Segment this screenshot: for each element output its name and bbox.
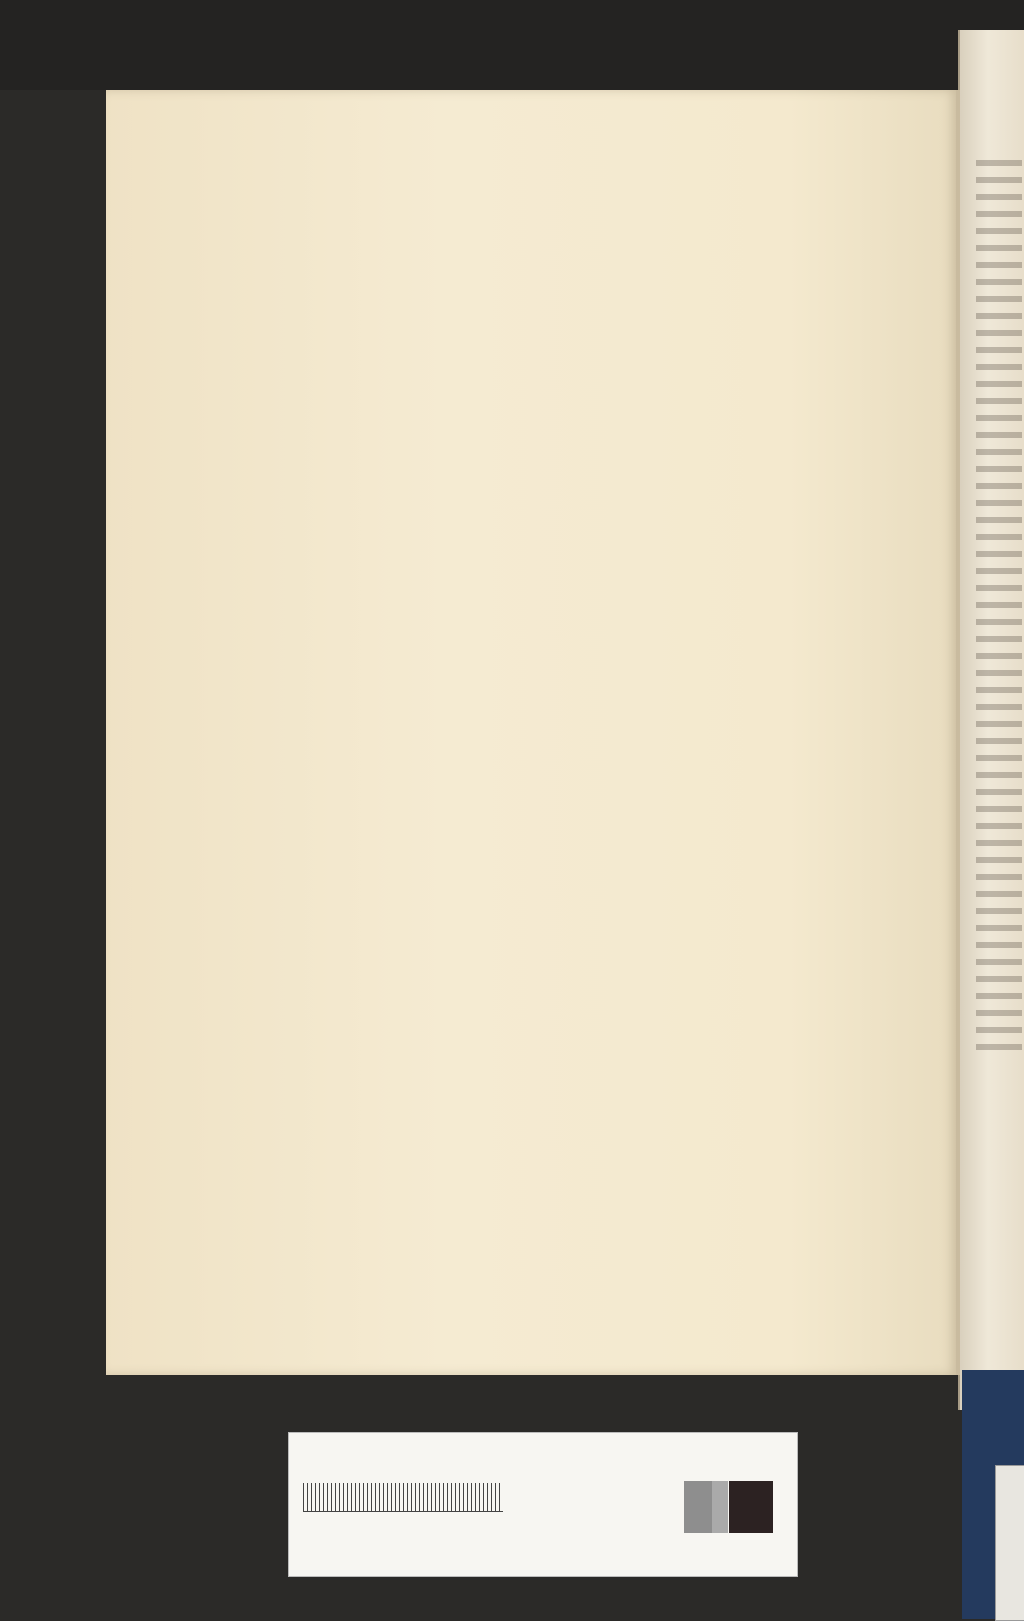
adjacent-page-text [976, 160, 1022, 1060]
gray-swatch-dark [729, 1481, 773, 1533]
side-calibration-card [995, 1465, 1024, 1621]
book-page [106, 90, 958, 1375]
watermark [312, 745, 692, 845]
page-edge [956, 90, 960, 1375]
ruler [303, 1483, 503, 1512]
ruler-numbers [301, 1517, 511, 1533]
calibration-card [288, 1432, 798, 1577]
gray-swatch-light [712, 1481, 728, 1533]
scanner-backdrop [0, 0, 1024, 90]
